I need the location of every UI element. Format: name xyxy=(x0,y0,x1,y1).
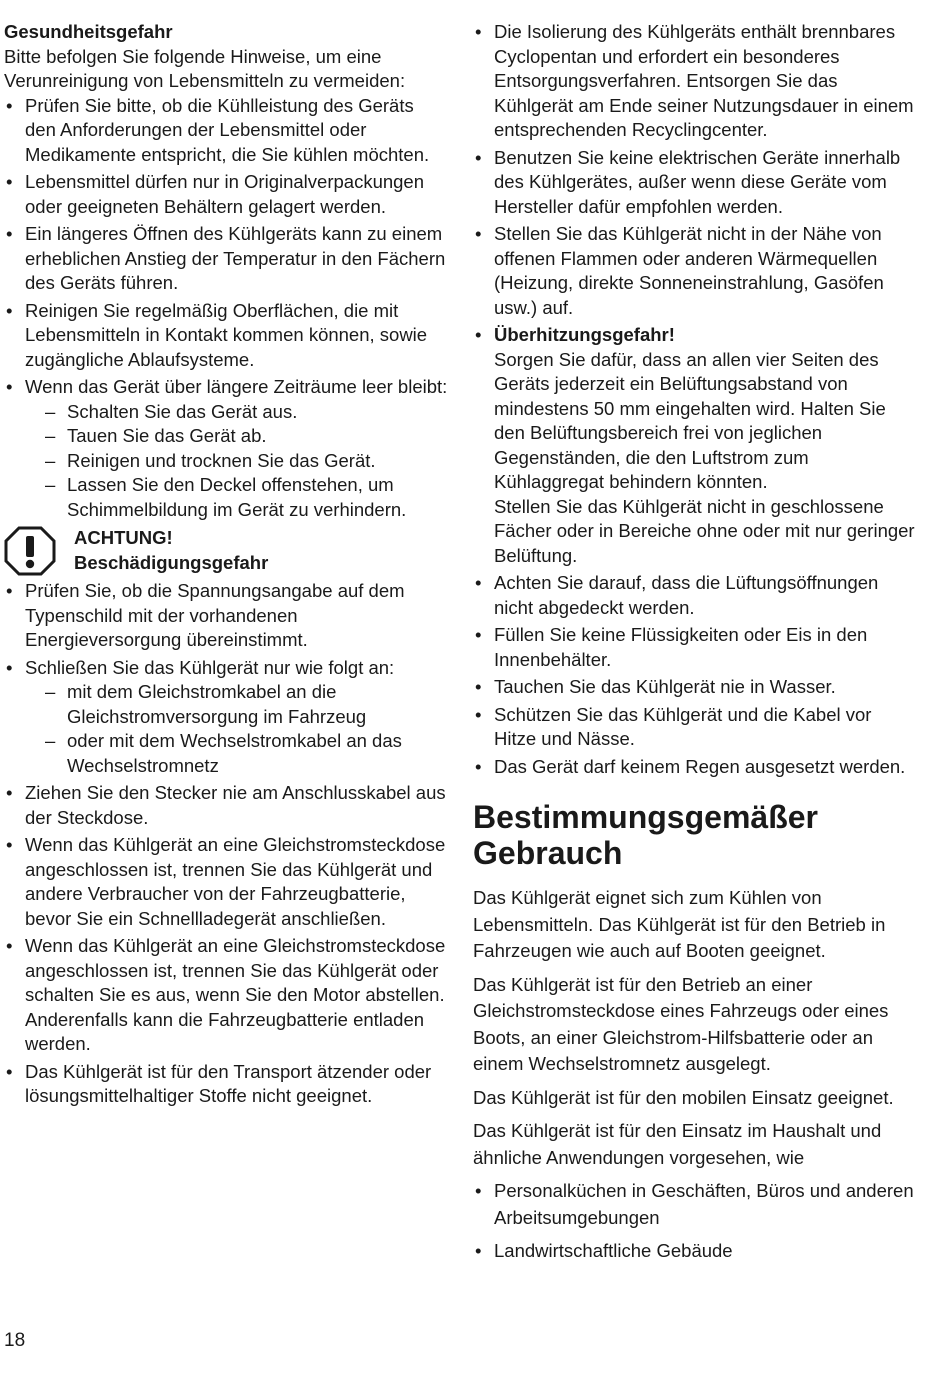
sub-list-item: – oder mit dem Wechselstromkabel an das Wechselstromnetz xyxy=(25,729,449,778)
warning-title: Beschädigungsgefahr xyxy=(74,551,269,573)
list-item: • Füllen Sie keine Flüssigkeiten oder Eis in den Innenbehälter. xyxy=(473,623,918,672)
sub-list-item: – Schalten Sie das Gerät aus. xyxy=(25,400,449,425)
section-title-health-hazard: Gesundheitsgefahr xyxy=(4,21,173,42)
list-item: • Reinigen Sie regelmäßig Oberflächen, die mit Lebensmitteln in Kontakt kommen können, sowie zugängliche Ablaufsysteme. xyxy=(4,299,449,373)
right-column xyxy=(473,20,918,1272)
list-item: • Benutzen Sie keine elektrischen Geräte innerhalb des Kühlgerätes, außer wenn diese Geräte vom Hersteller dafür empfohlen werden. xyxy=(473,146,918,220)
overheat-title: • Überhitzungsgefahr! xyxy=(494,324,675,345)
list-item xyxy=(4,375,449,522)
page-number: 18 xyxy=(4,1330,26,1351)
damage-list xyxy=(4,579,449,1109)
sub-list-item: – Reinigen und trocknen Sie das Gerät. xyxy=(25,449,449,474)
list-item: • Ziehen Sie den Stecker nie am Anschlusskabel aus der Steckdose. xyxy=(4,781,449,830)
list-item: • Landwirtschaftliche Gebäude xyxy=(473,1238,918,1265)
list-item-text: Wenn das Gerät über längere Zeiträume leer bleibt: xyxy=(25,376,448,397)
list-item: • Wenn das Kühlgerät an eine Gleichstromsteckdose angeschlossen ist, trennen Sie das Kühlgerät und andere Verbraucher von der Fahrzeugbatterie, bevor Sie ein Schnellladegerät anschließen. xyxy=(4,833,449,931)
sub-list-item: – Tauen Sie das Gerät ab. xyxy=(25,424,449,449)
paragraph: Das Kühlgerät ist für den mobilen Einsatz geeignet. xyxy=(473,1086,894,1108)
list-item: • Prüfen Sie bitte, ob die Kühlleistung des Geräts den Anforderungen der Lebensmittel oder Medikamente entspricht, die Sie kühlen möchten. xyxy=(4,94,449,168)
sub-list-item: – mit dem Gleichstromkabel an die Gleichstromversorgung im Fahrzeug xyxy=(25,680,449,729)
safety-list xyxy=(473,20,918,779)
list-item: • Tauchen Sie das Kühlgerät nie in Wasser. xyxy=(473,675,918,700)
heading-line: Bestimmungsgemäßer xyxy=(473,799,818,835)
usage-list xyxy=(473,1178,918,1265)
list-item: • Lebensmittel dürfen nur in Originalverpackungen oder geeigneten Behältern gelagert werden. xyxy=(4,170,449,219)
list-item xyxy=(4,656,449,779)
list-item: • Die Isolierung des Kühlgeräts enthält brennbares Cyclopentan und erfordert ein besonderes Entsorgungsverfahren. Entsorgen Sie das Kühlgerät am Ende seiner Nutzungsdauer in einem entsprechenden Recyclingcenter. xyxy=(473,20,918,143)
intro-text: Bitte befolgen Sie folgende Hinweise, um eine Verunreinigung von Lebensmitteln zu vermeiden: xyxy=(4,45,406,91)
list-item: • Schützen Sie das Kühlgerät und die Kabel vor Hitze und Nässe. xyxy=(473,703,918,752)
exclamation-octagon-icon xyxy=(4,526,56,576)
paragraph: Das Kühlgerät ist für den Betrieb an einer Gleichstromsteckdose eines Fahrzeugs oder eines Boots, an einer Gleichstrom-Hilfsbatterie oder an einem Wechselstromnetz ausgelegt. xyxy=(473,973,889,1074)
list-item: • Prüfen Sie, ob die Spannungsangabe auf dem Typenschild mit der vorhandenen Energieversorgung übereinstimmt. xyxy=(4,579,449,653)
list-item: • Das Gerät darf keinem Regen ausgesetzt werden. xyxy=(473,755,918,780)
list-item-overheat xyxy=(473,323,918,568)
list-item: • Wenn das Kühlgerät an eine Gleichstromsteckdose angeschlossen ist, trennen Sie das Kühlgerät oder schalten Sie es aus, wenn Sie den Motor abstellen. Anderenfalls kann die Fahrzeugbatterie entladen werden. xyxy=(4,934,449,1057)
section-heading xyxy=(473,799,918,871)
sub-list xyxy=(25,680,449,778)
overheat-paragraph: Stellen Sie das Kühlgerät nicht in geschlossene Fächer oder in Bereiche ohne oder mit nur geringer Belüftung. xyxy=(494,495,915,566)
list-item: • Das Kühlgerät ist für den Transport ätzender oder lösungsmittelhaltiger Stoffe nicht geeignet. xyxy=(4,1060,449,1109)
warning-block xyxy=(4,526,449,576)
paragraph: Das Kühlgerät eignet sich zum Kühlen von Lebensmitteln. Das Kühlgerät ist für den Betrieb in Fahrzeugen wie auch auf Booten geeignet. xyxy=(473,887,886,961)
sub-list xyxy=(25,400,449,523)
list-item: • Stellen Sie das Kühlgerät nicht in der Nähe von offenen Flammen oder anderen Wärmequellen (Heizung, direkte Sonneneinstrahlung, Gasöfen usw.) auf. xyxy=(473,222,918,320)
overheat-paragraph: Sorgen Sie dafür, dass an allen vier Seiten des Geräts jederzeit ein Belüftungsabstand von mindestens 50 mm eingehalten wird. Halten Sie den Belüftungsbereich frei von jeglichen Gegenständen, die den Luftstrom zum Kühlaggregat behindern könnten. xyxy=(494,348,886,492)
left-column xyxy=(4,20,449,1112)
list-item-text: Schließen Sie das Kühlgerät nur wie folgt an: xyxy=(25,656,395,678)
list-item: • Achten Sie darauf, dass die Lüftungsöffnungen nicht abgedeckt werden. xyxy=(473,571,918,620)
list-item: • Personalküchen in Geschäften, Büros und anderen Arbeitsumgebungen xyxy=(473,1178,918,1231)
sub-list-item: – Lassen Sie den Deckel offenstehen, um Schimmelbildung im Gerät zu verhindern. xyxy=(25,473,449,522)
warning-label: ACHTUNG! xyxy=(74,527,173,548)
heading-line: Gebrauch xyxy=(473,835,623,871)
hygiene-list xyxy=(4,94,449,523)
paragraph: Das Kühlgerät ist für den Einsatz im Haushalt und ähnliche Anwendungen vorgesehen, wie xyxy=(473,1120,882,1168)
list-item: • Ein längeres Öffnen des Kühlgeräts kann zu einem erheblichen Anstieg der Temperatur in den Fächern des Geräts führen. xyxy=(4,222,449,296)
